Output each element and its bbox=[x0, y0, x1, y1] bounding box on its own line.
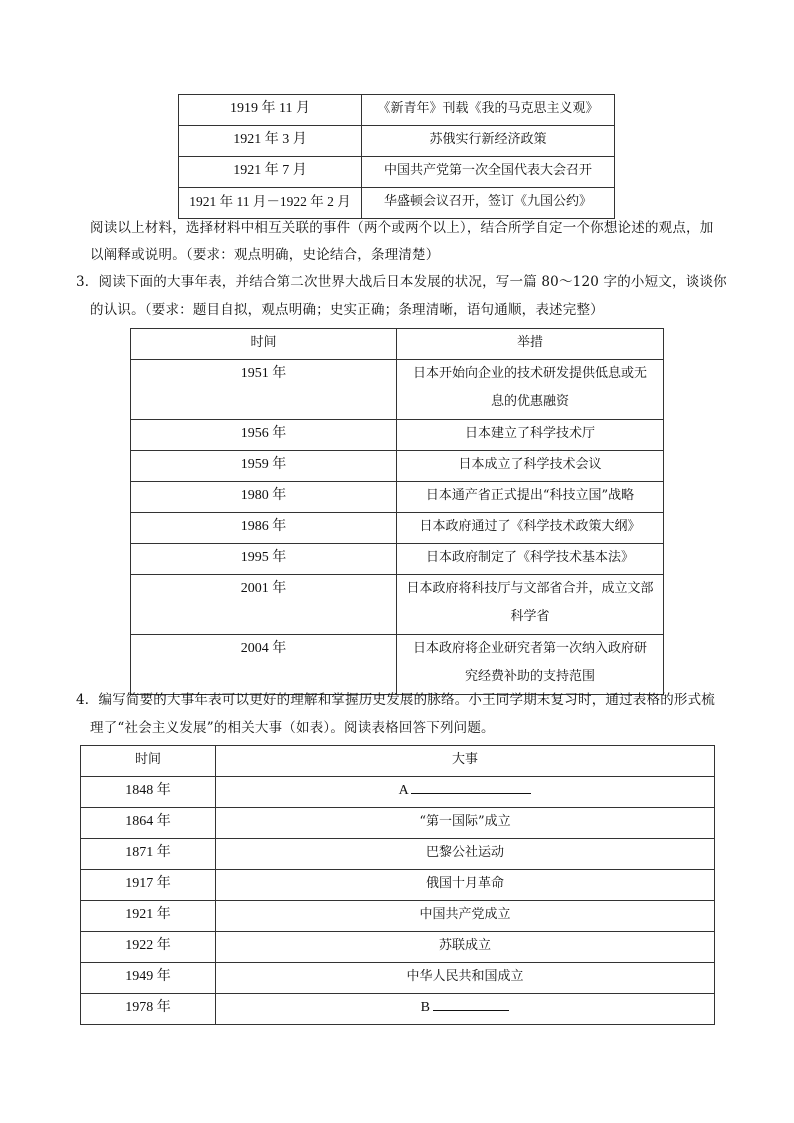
year-cell: 2004 年 bbox=[131, 635, 397, 695]
column-header-event: 大事 bbox=[216, 746, 715, 777]
event-cell: 中国共产党第一次全国代表大会召开 bbox=[362, 157, 615, 188]
column-header-time: 时间 bbox=[131, 329, 397, 360]
year-cell: 1922 年 bbox=[81, 932, 216, 963]
year-cell: 2001 年 bbox=[131, 575, 397, 635]
year-cell: 1949 年 bbox=[81, 963, 216, 994]
table-row bbox=[81, 994, 715, 1025]
event-cell: 中华人民共和国成立 bbox=[216, 963, 715, 994]
date-cell: 1921 年 11 月－1922 年 2 月 bbox=[179, 188, 362, 219]
column-header-time: 时间 bbox=[81, 746, 216, 777]
answer-blank-a[interactable] bbox=[411, 781, 531, 794]
event-cell: “第一国际”成立 bbox=[216, 808, 715, 839]
q4-prompt-line1: 4．编写简要的大事年表可以更好的理解和掌握历史发展的脉络。小王同学期末复习时，通过表格的形式梳 bbox=[76, 692, 715, 708]
table-row bbox=[131, 360, 664, 420]
event-cell bbox=[216, 994, 715, 1025]
date-cell: 1921 年 3 月 bbox=[179, 126, 362, 157]
measure-cell bbox=[397, 360, 664, 420]
table-row bbox=[179, 95, 615, 126]
table-row bbox=[81, 932, 715, 963]
year-cell: 1871 年 bbox=[81, 839, 216, 870]
q3-prompt-line2: 的认识。（要求：题目自拟，观点明确；史实正确；条理清晰，语句通顺，表述完整） bbox=[90, 302, 604, 318]
table-row bbox=[179, 157, 615, 188]
measure-text-line1: 日本政府将企业研究者第一次纳入政府研 bbox=[412, 641, 647, 656]
date-cell: 1919 年 11 月 bbox=[179, 95, 362, 126]
table-row bbox=[179, 126, 615, 157]
year-cell: 1921 年 bbox=[81, 901, 216, 932]
event-cell: 巴黎公社运动 bbox=[216, 839, 715, 870]
measure-cell bbox=[397, 575, 664, 635]
year-cell: 1956 年 bbox=[131, 420, 397, 451]
event-cell: 俄国十月革命 bbox=[216, 870, 715, 901]
event-cell: 《新青年》刊载《我的马克思主义观》 bbox=[362, 95, 615, 126]
event-cell: 苏联成立 bbox=[216, 932, 715, 963]
measure-cell: 日本通产省正式提出“科技立国”战略 bbox=[397, 482, 664, 513]
year-cell: 1986 年 bbox=[131, 513, 397, 544]
table-events-1919-1922 bbox=[178, 94, 615, 219]
table-row bbox=[81, 777, 715, 808]
measure-cell: 日本建立了科学技术厅 bbox=[397, 420, 664, 451]
year-cell: 1959 年 bbox=[131, 451, 397, 482]
blank-label-b: B bbox=[420, 1000, 430, 1015]
measure-text-line2: 科学省 bbox=[510, 609, 550, 624]
q4-prompt-line2: 理了“社会主义发展”的相关大事（如表）。阅读表格回答下列问题。 bbox=[90, 720, 495, 736]
q3-prompt-line1: 3．阅读下面的大事年表，并结合第二次世界大战后日本发展的状况，写一篇 80～120 字的小短文，谈谈你 bbox=[76, 274, 727, 290]
measure-cell: 日本政府制定了《科学技术基本法》 bbox=[397, 544, 664, 575]
q2-instruction-line2: 以阐释或说明。（要求：观点明确，史论结合，条理清楚） bbox=[90, 247, 440, 263]
year-cell: 1978 年 bbox=[81, 994, 216, 1025]
measure-text-line1: 日本政府将科技厅与文部省合并，成立文部 bbox=[406, 581, 654, 596]
table-row bbox=[81, 839, 715, 870]
measure-cell: 日本成立了科学技术会议 bbox=[397, 451, 664, 482]
event-cell bbox=[216, 777, 715, 808]
event-cell: 华盛顿会议召开，签订《九国公约》 bbox=[362, 188, 615, 219]
table-row bbox=[81, 870, 715, 901]
table-row bbox=[131, 451, 664, 482]
column-header-measure: 举措 bbox=[397, 329, 664, 360]
year-cell: 1951 年 bbox=[131, 360, 397, 420]
table-row bbox=[131, 575, 664, 635]
year-cell: 1980 年 bbox=[131, 482, 397, 513]
measure-text-line2: 究经费补助的支持范围 bbox=[464, 669, 595, 684]
measure-text-line2: 息的优惠融资 bbox=[490, 394, 569, 409]
table-row bbox=[131, 544, 664, 575]
table-row bbox=[131, 482, 664, 513]
table-header-row bbox=[131, 329, 664, 360]
measure-text-line1: 日本开始向企业的技术研发提供低息或无 bbox=[412, 366, 647, 381]
table-socialism-timeline bbox=[80, 745, 715, 1025]
year-cell: 1864 年 bbox=[81, 808, 216, 839]
year-cell: 1848 年 bbox=[81, 777, 216, 808]
event-cell: 中国共产党成立 bbox=[216, 901, 715, 932]
answer-blank-b[interactable] bbox=[433, 998, 509, 1011]
table-japan-tech-policy bbox=[130, 328, 664, 695]
table-row bbox=[131, 420, 664, 451]
measure-cell: 日本政府通过了《科学技术政策大纲》 bbox=[397, 513, 664, 544]
year-cell: 1995 年 bbox=[131, 544, 397, 575]
table-header-row bbox=[81, 746, 715, 777]
event-cell: 苏俄实行新经济政策 bbox=[362, 126, 615, 157]
blank-label-a: A bbox=[398, 783, 408, 798]
year-cell: 1917 年 bbox=[81, 870, 216, 901]
date-cell: 1921 年 7 月 bbox=[179, 157, 362, 188]
table-row bbox=[131, 513, 664, 544]
table-row bbox=[81, 963, 715, 994]
table-row bbox=[81, 808, 715, 839]
q2-instruction-line1: 阅读以上材料，选择材料中相互关联的事件（两个或两个以上），结合所学自定一个你想论述的观点，加 bbox=[90, 220, 714, 236]
table-row bbox=[81, 901, 715, 932]
